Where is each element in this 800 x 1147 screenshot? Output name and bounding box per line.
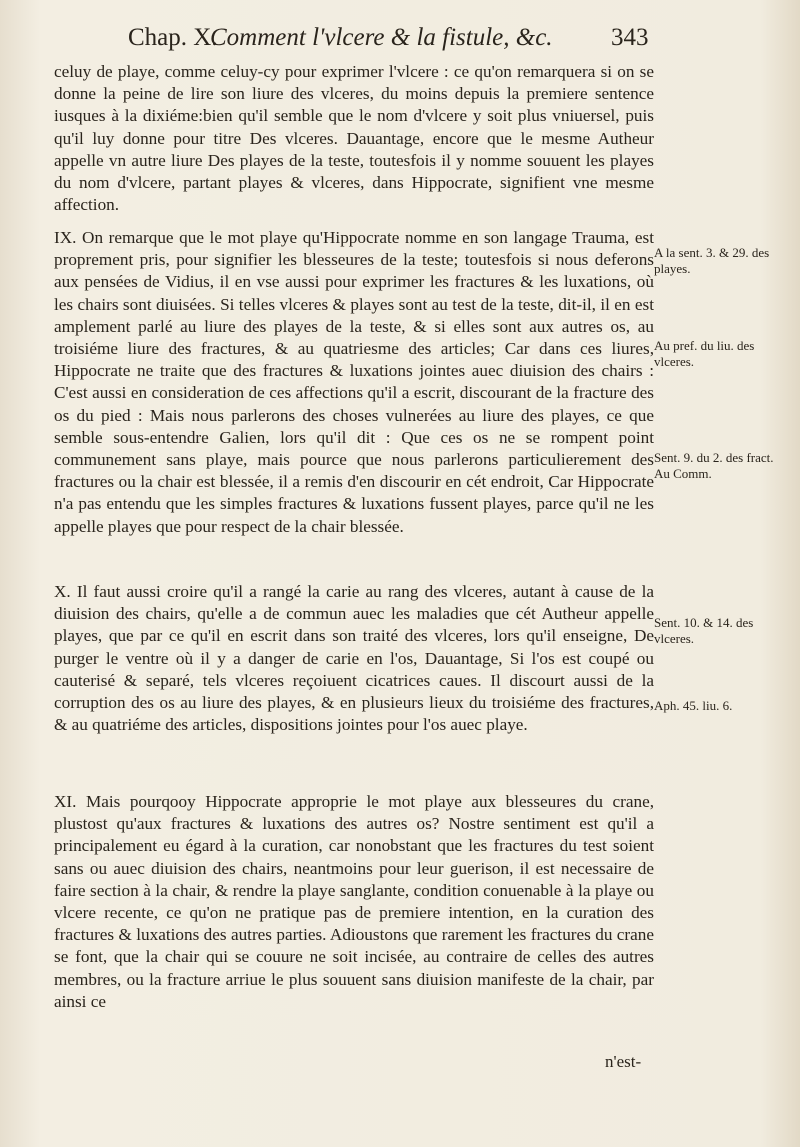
page-number: 343: [611, 24, 649, 51]
catchword: n'est-: [605, 1052, 642, 1071]
chapter-title: Comment l'vlcere & la fistule, &c.: [210, 24, 553, 51]
margin-note: Aph. 45. liu. 6.: [654, 698, 733, 713]
paragraph-x: X. Il faut aussi croire qu'il a rangé la carie au rang des vlceres, autant à cause de la diuision des chairs, qu'elle a de commun auec les maladies que cét Autheur appelle playes, que par ce qu'il en escrit dans son traité des vlceres, lors qu'il enseigne, De purger le ventre où il y a danger de carie en l'os, Dauantage, Si l'os est coupé ou cauterisé & separé, tels vlceres reçoiuent cicatrices caues. Il discourt aussi de la corruption des os au liure des playes, & en plusieurs lieux du troisiéme des fractures, & au quatriéme des articles, dispositions jointes pour l'os auec playe.: [54, 582, 654, 735]
running-header: [128, 20, 668, 60]
paragraph-ix: IX. On remarque que le mot playe qu'Hippocrate nomme en son langage Trauma, est proprement pris, pour signifier les blesseures de la teste; toutesfois si nous deferons aux pensées de Vidius, il en vse aussi pour exprimer les fractures & les luxations, où les chairs sont diuisées. Si telles vlceres & playes sont au test de la teste, dit-il, il en est amplement parlé au liure des playes de la teste, & si elles sont aux autres os, au troisiéme liure des fractures, & au quatriesme des articles; Car dans ces liures, Hippocrate ne traite que des fractures & luxations jointes auec diuision des chairs : C'est aussi en consideration de ces affections qu'il a escrit, discourant de la fracture des os du pied : Mais nous parlerons des choses vulnerées au liure des playes, ce que semble sous-entendre Galien, lors qu'il dit : Que ces os ne se rompent point communement sans playe, mais pource que nous parlerons particulierement des fractures ou la chair est blessée, il a remis d'en discourir en cét endroit, Car Hippocrate n'a pas entendu que les simples fractures & luxations fussent playes, parce qu'il ne les appelle playes que pour respect de la chair blessée.: [54, 228, 654, 536]
margin-note: Sent. 10. & 14. des vlceres.: [654, 615, 754, 646]
margin-note: Sent. 9. du 2. des fract. Au Comm.: [654, 450, 774, 481]
margin-note: Au pref. du liu. des vlceres.: [654, 338, 755, 369]
paragraph-xi: XI. Mais pourqooy Hippocrate approprie le mot playe aux blesseures du crane, plustost qu'aux fractures & luxations des autres os? Nostre sentiment est qu'il a principalement eu égard à la curation, car nonobstant que les fractures du test soient sans ou auec diuision des chairs, neantmoins pour leur guerison, il est necessaire de faire section à la chair, & rendre la playe sanglante, condition conuenable à la playe ou vlcere recente, ce qu'on ne pratique pas de premiere intention, en la curation des fractures & luxations des autres parties. Adioustons que rarement les fractures du crane se font, que la chair qui se couure ne soit incisée, au contraire de celles des autres membres, ou la fracture arriue le plus souuent sans diuision manifeste de la chair, par ainsi ce: [54, 792, 654, 1011]
main-text: [54, 61, 654, 1013]
margin-note: A la sent. 3. & 29. des playes.: [654, 245, 770, 276]
chapter-label: Chap. X.: [128, 24, 218, 51]
paragraph-intro: celuy de playe, comme celuy-cy pour exprimer l'vlcere : ce qu'on remarquera si on se donne la peine de lire son liure des vlceres, du moins depuis la premiere sentence iusques à la dixiéme:bien qu'il semble que le nom d'vlcere y soit plus vniuersel, puis qu'il luy donne pour titre Des vlceres. Dauantage, encore que le mesme Autheur appelle vn autre liure Des playes de la teste, toutesfois il y nomme souuent les playes du nom d'vlcere, partant playes & vlceres, dans Hippocrate, signifient vne mesme affection.: [54, 62, 654, 215]
